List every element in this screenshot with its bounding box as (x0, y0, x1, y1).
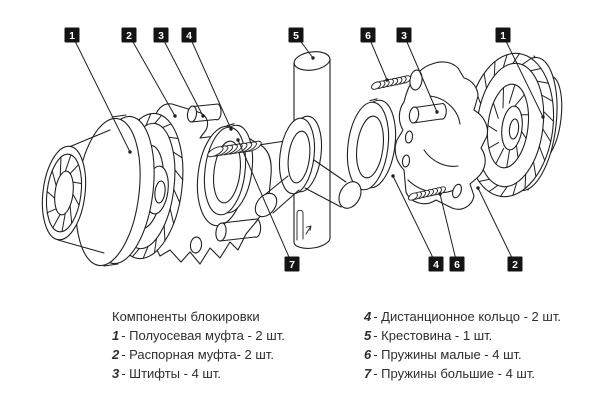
cross-shaft-top (293, 50, 331, 73)
callout-dot (476, 186, 479, 189)
legend-item (364, 345, 561, 364)
callout-number: 3 (401, 29, 407, 42)
callout-number: 7 (289, 258, 295, 271)
callout-number: 1 (500, 29, 506, 42)
callout-dot (311, 56, 314, 59)
callout-dot (541, 115, 544, 118)
legend-item (364, 307, 561, 326)
callout-number: 2 (126, 29, 132, 42)
legend-item-number: 3 (112, 366, 120, 381)
legend-item (112, 345, 285, 364)
legend-item-text: - Дистанционное кольцо - 2 шт. (373, 309, 561, 324)
legend-item-number: 4 (364, 309, 372, 324)
legend-item-text: - Штифты - 4 шт. (121, 366, 221, 381)
legend-item-text: - Крестовина - 1 шт. (373, 328, 493, 343)
legend-item-text: - Пружины малые - 4 шт. (373, 347, 522, 362)
legend-item-number: 6 (364, 347, 372, 362)
legend (0, 307, 600, 397)
legend-item-number: 7 (364, 366, 372, 381)
legend-item-number: 5 (364, 328, 372, 343)
callout-line (478, 188, 515, 264)
callout-line (129, 35, 175, 116)
callout-number: 3 (158, 29, 164, 42)
callout-number: 5 (293, 29, 299, 42)
callout-dot (435, 110, 438, 113)
callout-number: 4 (433, 258, 439, 271)
legend-item-text: - Полуосевая муфта - 2 шт. (121, 328, 285, 343)
legend-item (364, 326, 561, 345)
legend-title: Компоненты блокировки (112, 309, 260, 324)
spacer-ring-right (343, 98, 400, 192)
legend-item (364, 364, 561, 383)
arrow-mark (306, 226, 311, 234)
callout-number: 6 (365, 29, 371, 42)
callout-dot (438, 192, 441, 195)
callout-number: 6 (454, 258, 460, 271)
legend-item (112, 364, 285, 383)
callout-dot (128, 150, 131, 153)
legend-item-text: - Распорная муфта- 2 шт. (121, 347, 274, 362)
callout-number: 2 (512, 258, 518, 271)
legend-item (112, 326, 285, 345)
legend-item-number: 1 (112, 328, 120, 343)
callout-dot (173, 114, 176, 117)
callout-dot (391, 174, 394, 177)
callout-number: 1 (69, 29, 75, 42)
legend-item-number: 2 (112, 347, 120, 362)
small-spring-top (370, 74, 412, 91)
legend-column-left (112, 307, 285, 383)
keyway-slot (297, 210, 303, 240)
legend-column-right (364, 307, 561, 383)
callout-dot (236, 138, 239, 141)
callout-dot (385, 78, 388, 81)
callout-number: 4 (186, 29, 192, 42)
callout-dot (201, 114, 204, 117)
legend-item-text: - Пружины большие - 4 шт. (373, 366, 535, 381)
callout-dot (229, 127, 232, 130)
